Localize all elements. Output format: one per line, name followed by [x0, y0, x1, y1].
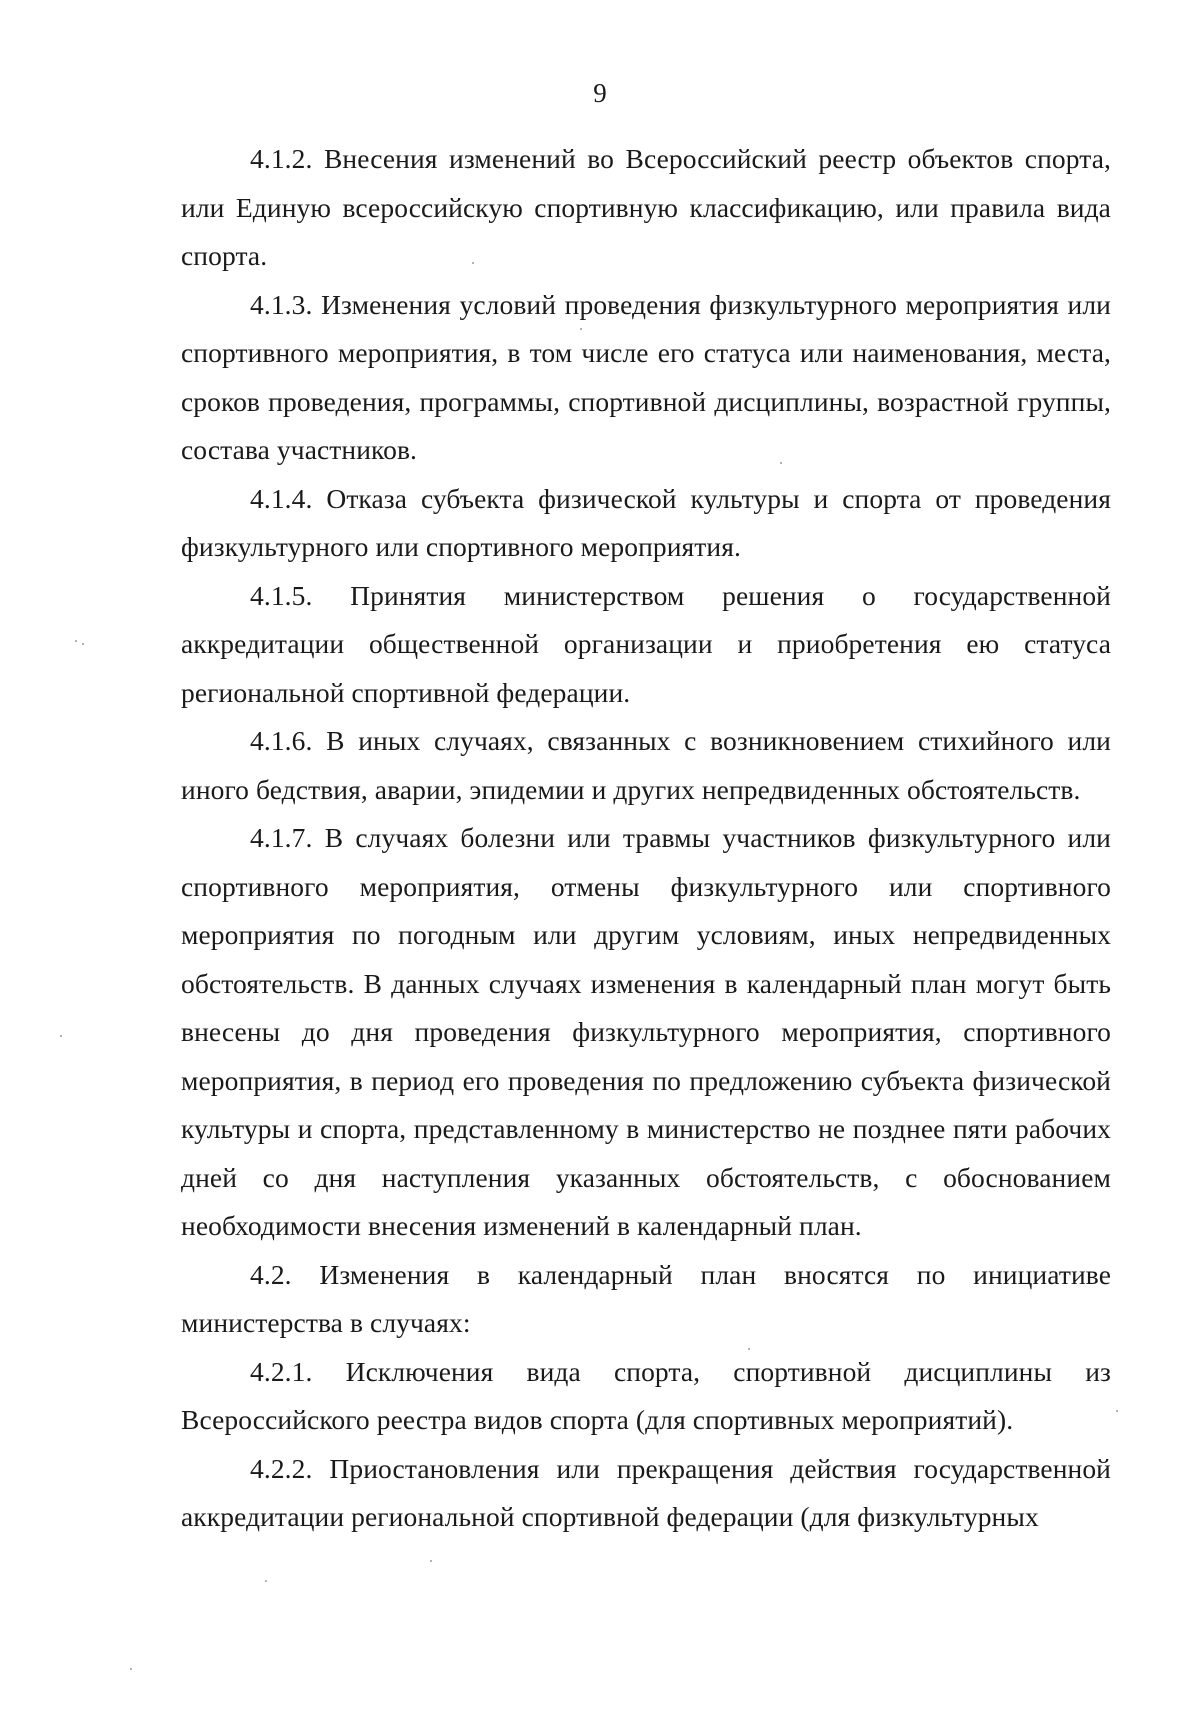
paragraph-4-1-2: 4.1.2. Внесения изменений во Всероссийский реестр объектов спорта, или Единую всероссийскую спортивную классификацию, или правила вида спорта. — [181, 143, 1111, 271]
paragraph-4-1-5: 4.1.5. Принятия министерством решения о государственной аккредитации общественной организации и приобретения ею статуса региональной спортивной федерации. — [181, 579, 1111, 708]
scan-speck — [265, 1580, 267, 1582]
scan-speck — [130, 1668, 132, 1670]
paragraph-4-2-2: 4.2.2. Приостановления или прекращения действия государственной аккредитации региональной спортивной федерации (для физкультурных — [181, 1452, 1111, 1532]
scan-speck — [580, 328, 582, 330]
paragraph-4-1-4: 4.1.4. Отказа субъекта физической культуры и спорта от проведения физкультурного или спортивного мероприятия. — [181, 482, 1111, 562]
scan-speck — [780, 462, 782, 464]
paragraph-4-2-1: 4.2.1. Исключения вида спорта, спортивной дисциплины из Всероссийского реестра видов спорта (для спортивных мероприятий). — [181, 1355, 1111, 1435]
scan-speck — [75, 640, 77, 642]
paragraph-4-1-7: 4.1.7. В случаях болезни или травмы участников физкультурного или спортивного мероприятия, отмены физкультурного или спортивного мероприятия по погодным или другим условиям, иных непредвиденных обстоятельств. В данных случаях изменения в календарный план могут быть внесены до дня проведения физкультурного мероприятия, спортивного мероприятия, в период его проведения по предложению субъекта физической культуры и спорта, представленному в министерство не позднее пяти рабочих дней со дня наступления указанных обстоятельств, с обоснованием необходимости внесения изменений в календарный план. — [181, 822, 1111, 1241]
paragraph-4-2: 4.2. Изменения в календарный план вносятся по инициативе министерства в случаях: — [181, 1258, 1111, 1338]
scan-speck — [472, 262, 474, 264]
scan-speck — [82, 643, 84, 645]
scan-speck — [748, 1348, 750, 1350]
paragraph-4-1-3: 4.1.3. Изменения условий проведения физкультурного мероприятия или спортивного мероприятия, в том числе его статуса или наименования, места, сроков проведения, программы, спортивной дисциплины, возрастной группы, состава участников. — [181, 288, 1111, 465]
page-number: 9 — [593, 78, 607, 108]
scan-speck — [1116, 1410, 1118, 1412]
document-body — [181, 135, 1111, 1542]
paragraph-4-1-6: 4.1.6. В иных случаях, связанных с возникновением стихийного или иного бедствия, аварии, эпидемии и других непредвиденных обстоятельств. — [181, 725, 1111, 805]
scan-speck — [60, 1035, 62, 1037]
scan-speck — [430, 1560, 432, 1562]
